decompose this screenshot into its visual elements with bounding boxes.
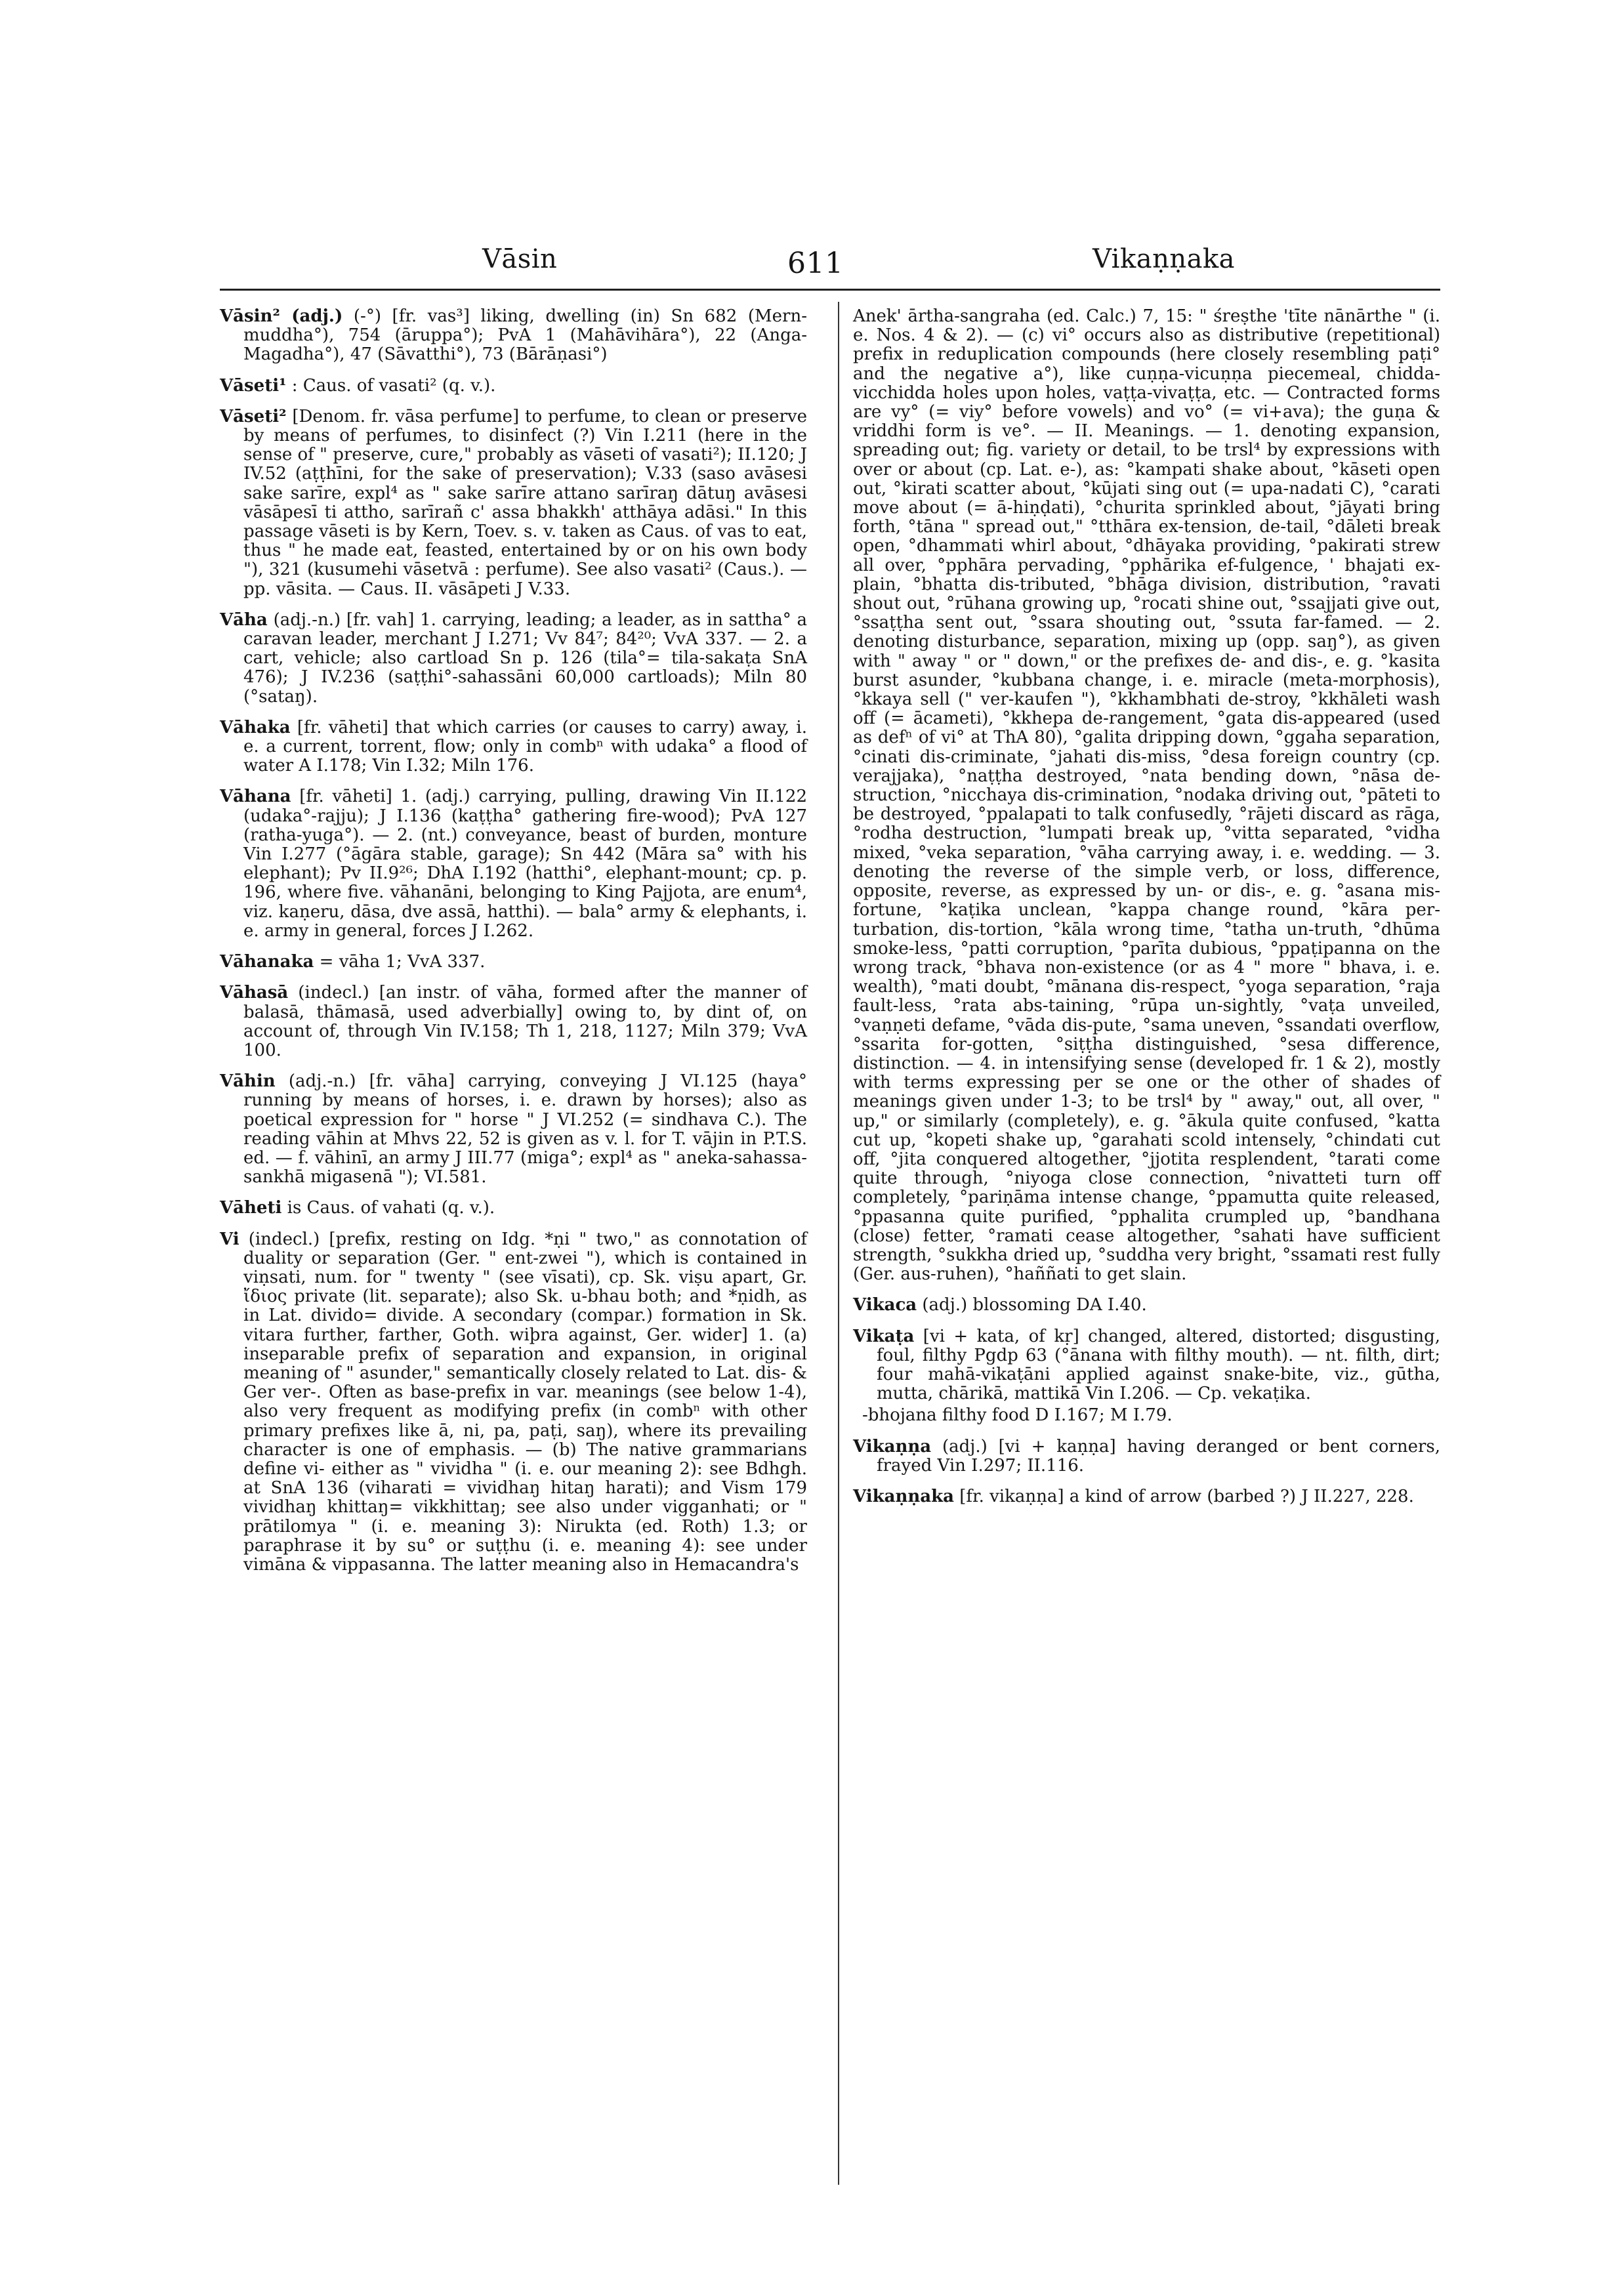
running-header: [220, 244, 1440, 283]
entry-body: (adj.-n.) [fr. vāha] carrying, conveying J VI.125 (haya° running by means of horses, i. e. drawn by horses); also as poetical expression for " horse " J VI.252 (= sindhava C.). The reading vāhin at Mhvs 22, 52 is given as v. l. for T. vājin in P.T.S. ed. — f. vāhinī, an army J III.77 (miga°; expl⁴ as " aneka-sahassa-sankhā migasenā "); VI.581.: [243, 1071, 807, 1188]
entry-body: [fr. vāheti] that which carries (or causes to carry) away, i. e. a current, torrent, flow; only in combⁿ with udaka° a flood of water A I.178; Vin I.32; Miln 176.: [243, 717, 807, 776]
entry-body: [vi + kata, of kṛ] changed, altered, distorted; disgusting, foul, filthy Pgdp 63 (°ānana with filthy mouth). — nt. filth, dirt; four mahā-vikaṭāni applied against snake-bite, viz., gūtha, mutta, chārikā, mattikā Vin I.206. — Cp. vekaṭika.: [877, 1326, 1441, 1404]
entry-headword: Vāseti¹: [220, 375, 287, 396]
entry-body: = vāha 1; VvA 337.: [319, 952, 486, 972]
entry-body: (adj.) blossoming DA I.40.: [922, 1295, 1147, 1315]
entry-headword: Vikaṇṇaka: [853, 1486, 954, 1506]
dictionary-entry: [853, 1327, 1440, 1404]
entry-headword: Vikaca: [853, 1295, 917, 1315]
entry-headword: Vi: [220, 1229, 239, 1249]
entry-body: (adj.-n.) [fr. vah] 1. carrying, leading; a leader, as in sattha° a caravan leader, merchant J I.271; Vv 84⁷; 84²⁰; VvA 337. — 2. a cart, vehicle; also cartload Sn p. 126 (tila°= tila-sakaṭa SnA 476); J IV.236 (saṭṭhi°-sahassāni 60,000 cartloads); Miln 80 (°sataŋ).: [243, 610, 807, 707]
dictionary-entry: [220, 718, 807, 776]
left-column: [220, 307, 807, 2170]
page-number: 611: [787, 247, 844, 280]
dictionary-entry: [220, 983, 807, 1060]
entry-body: -bhojana filthy food D I.167; M I.79.: [862, 1405, 1173, 1426]
entry-body: Anek' ārtha-sangraha (ed. Calc.) 7, 15: " śreṣthe 'tīte nānārthe " (i. e. Nos. 4 & 2). — (c) vi° occurs also as distributive (repetitional) prefix in reduplication compounds (here closely resembling paṭi° and the negative a°), like cuṇṇa-vicuṇṇa piecemeal, chidda-vicchidda holes upon holes, vaṭṭa-vivaṭṭa, etc. — Contracted forms are vy° (= viy° before vowels) and vo° (= vi+ava); the guṇa & vriddhi form is ve°. — II. Meanings. — 1. denoting expansion, spreading out; fig. variety or detail, to be trsl⁴ by expressions with over or about (cp. Lat. e-), as: °kampati shake about, °kāseti open out, °kirati scatter about, °kūjati sing out (= upa-nadati C), °carati move about (= ā-hiṇḍati), °churita sprinkled about, °jāyati bring forth, °tāna " spread out," °tthāra ex-tension, de-tail, °dāleti break open, °dhammati whirl about, °dhāyaka providing, °pakirati strew all over, °pphāra pervading, °pphārika ef-fulgence, ' bhajati ex-plain, °bhatta dis-tributed, °bhāga division, distribution, °ravati shout out, °rūhana growing up, °rocati shine out, °ssajjati give out, °ssaṭṭha sent out, °ssara shouting out, °ssuta far-famed. — 2. denoting disturbance, separation, mixing up (opp. saŋ°), as given with " away " or " down," or the prefixes de- and dis-, e. g. °kasita burst asunder, °kubbana change, i. e. miracle (meta-morphosis), °kkaya sell (" ver-kaufen "), °kkhambhati de-stroy, °kkhāleti wash off (= ācameti), °kkhepa de-rangement, °gata dis-appeared (used as defⁿ of vi° at ThA 80), °galita dripping down, °ggaha separation, °cinati dis-criminate, °jahati dis-miss, °desa foreign country (cp. verajjaka), °naṭṭha destroyed, °nata bending down, °nāsa de-struction, °nicchaya dis-crimination, °nodaka driving out, °pāteti to be destroyed, °ppalapati to talk confusedly, °rājeti discard as rāga, °rodha destruction, °lumpati break up, °vitta separated, °vidha mixed, °veka separation, °vāha carrying away, i. e. wedding. — 3. denoting the reverse of the simple verb, or loss, difference, opposite, reverse, as expressed by un- or dis-, e. g. °asana mis-fortune, °kaṭika unclean, °kappa change round, °kāra per-turbation, dis-tortion, °kāla wrong time, °tatha un-truth, °dhūma smoke-less, °patti corruption, °parīta dubious, °ppaṭipanna on the wrong track, °bhava non-existence (or as 4 " more " bhava, i. e. wealth), °mati doubt, °mānana dis-respect, °yoga separation, °raja fault-less, °rata abs-taining, °rūpa un-sightly, °vaṭa unveiled, °vaṇṇeti defame, °vāda dis-pute, °sama uneven, °ssandati overflow, °ssarita for-gotten, °siṭṭha distinguished, °sesa difference, distinction. — 4. in intensifying sense (developed fr. 1 & 2), mostly with terms expressing per se one or the other of shades of meanings given under 1-3; to be trsl⁴ by " away," out, all over, " up," or similarly (completely), e. g. °ākula quite confused, °katta cut up, °kopeti shake up, °garahati scold intensely, °chindati cut off, °jita conquered altogether, °jjotita resplendent, °tarati come quite through, °niyoga close connection, °nivatteti turn off completely, °pariṇāma intense change, °ppamutta quite released, °ppasanna quite purified, °pphalita crumpled up, °bandhana (close) fetter, °ramati cease altogether, °sahati have sufficient strength, °sukkha dried up, °suddha very bright, °ssamati rest fully (Ger. aus-ruhen), °haññati to get slain.: [853, 306, 1440, 1285]
entry-body: (-°) [fr. vas³] liking, dwelling (in) Sn 682 (Mern-muddha°), 754 (āruppa°); PvA 1 (Mahāvihāra°), 22 (Anga-Magadha°), 47 (Sāvatthi°), 73 (Bārāṇasi°): [243, 306, 807, 365]
entry-body: (indecl.) [an instr. of vāha, formed after the manner of balasā, thāmasā, used adverbially] owing to, by dint of, on account of, through Vin IV.158; Th 1, 218, 1127; Miln 379; VvA 100.: [243, 983, 807, 1060]
dictionary-entry: [220, 611, 807, 707]
dictionary-entry: [220, 1072, 807, 1187]
entry-body: : Caus. of vasati² (q. v.).: [291, 375, 496, 396]
entry-headword: Vāsin² (adj.): [220, 306, 343, 326]
entry-headword: Vikaṭa: [853, 1326, 915, 1346]
entry-headword: Vāhanaka: [220, 952, 314, 972]
compound-subentry: [853, 1406, 1440, 1425]
entry-body: [fr. vikaṇṇa] a kind of arrow (barbed ?) J II.227, 228.: [959, 1486, 1414, 1506]
entry-headword: Vāseti²: [220, 406, 287, 426]
column-divider: [838, 302, 839, 2185]
entry-body: [Denom. fr. vāsa perfume] to perfume, to clean or preserve by means of perfumes, to disinfect (?) Vin I.211 (here in the sense of " preserve, cure," probably as vāseti of vasati²); II.120; J IV.52 (aṭṭhīni, for the sake of preservation); V.33 (saso avāsesi sake sarīre, expl⁴ as " sake sarīre attano sarīraŋ dātuŋ avāsesi vāsāpesī ti attho, sarīrañ c' assa bhakkh' atthāya adāsi." In this passage vāseti is by Kern, Toev. s. v. taken as Caus. of vas to eat, thus " he made eat, feasted, entertained by or on his own body "), 321 (kusumehi vāsetvā : perfume). See also vasati² (Caus.). — pp. vāsita. — Caus. II. vāsāpeti J V.33.: [243, 406, 808, 599]
dictionary-entry: [853, 1437, 1440, 1476]
dictionary-entry-continued: [853, 307, 1440, 1284]
right-headword: Vikaṇṇaka: [1093, 244, 1236, 274]
dictionary-entry: [220, 1199, 807, 1218]
right-column: [853, 307, 1440, 2157]
entry-headword: Vāheti: [220, 1198, 282, 1218]
entry-headword: Vāhasā: [220, 983, 289, 1003]
entry-body: (adj.) [vi + kaṇṇa] having deranged or bent corners, frayed Vin I.297; II.116.: [877, 1436, 1440, 1476]
dictionary-entry: [220, 407, 807, 599]
dictionary-entry: [853, 1296, 1440, 1315]
dictionary-entry: [220, 307, 807, 365]
entry-body: (indecl.) [prefix, resting on Idg. *ṇi " two," as connotation of duality or separation (Ger. " ent-zwei "), which is contained in viṇsati, num. for " twenty " (see vīsati), cp. Sk. viṣu apart, Gr. ἴδιος private (lit. separate); also Sk. u-bhau both; and *ṇidh, as in Lat. divido= divide. A secondary (compar.) formation in Sk. vitara further, farther, Goth. wiþra against, Ger. wider] 1. (a) inseparable prefix of separation and expansion, in original meaning of " asunder," semantically closely related to Lat. dis- & Ger ver-. Often as base-prefix in var. meanings (see below 1-4), also very frequent as modifying prefix (in combⁿ with other primary prefixes like ā, ni, pa, paṭi, saŋ), where its prevailing character is one of emphasis. — (b) The native grammarians define vi- either as " vividha " (i. e. our meaning 2): see Bdhgh. at SnA 136 (viharati = vividhaŋ hitaŋ harati); and Vism 179 vividhaŋ khittaŋ= vikkhittaŋ; see also under vigganhati; or " prātilomya " (i. e. meaning 3): Nirukta (ed. Roth) 1.3; or paraphrase it by su° or suṭṭhu (i. e. meaning 4): see under vimāna & vippasanna. The latter meaning also in Hemacandra's: [243, 1229, 808, 1575]
entry-headword: Vikaṇṇa: [853, 1436, 932, 1457]
entry-body: is Caus. of vahati (q. v.).: [287, 1198, 495, 1218]
dictionary-entry: [220, 787, 807, 941]
entry-headword: Vāha: [220, 610, 268, 630]
header-rule: [220, 289, 1440, 291]
dictionary-entry: [220, 1230, 807, 1575]
dictionary-entry: [220, 377, 807, 396]
entry-headword: Vāhana: [220, 787, 291, 807]
dictionary-entry: [220, 953, 807, 972]
entry-headword: Vāhaka: [220, 717, 291, 737]
dictionary-entry: [853, 1487, 1440, 1506]
entry-body: [fr. vāheti] 1. (adj.) carrying, pulling, drawing Vin II.122 (udaka°-rajju); J I.136 (kaṭṭha° gathering fire-wood); PvA 127 (ratha-yuga°). — 2. (nt.) conveyance, beast of burden, monture Vin I.277 (°āgāra stable, garage); Sn 442 (Māra sa° with his elephant); Pv II.9²⁶; DhA I.192 (hatthi°, elephant-mount; cp. p. 196, where five. vāhanāni, belonging to King Pajjota, are enum⁴, viz. kaṇeru, dāsa, dve assā, hatthi). — bala° army & elephants, i. e. army in general, forces J I.262.: [243, 787, 807, 941]
entry-headword: Vāhin: [220, 1071, 276, 1092]
left-headword: Vāsin: [482, 244, 558, 274]
